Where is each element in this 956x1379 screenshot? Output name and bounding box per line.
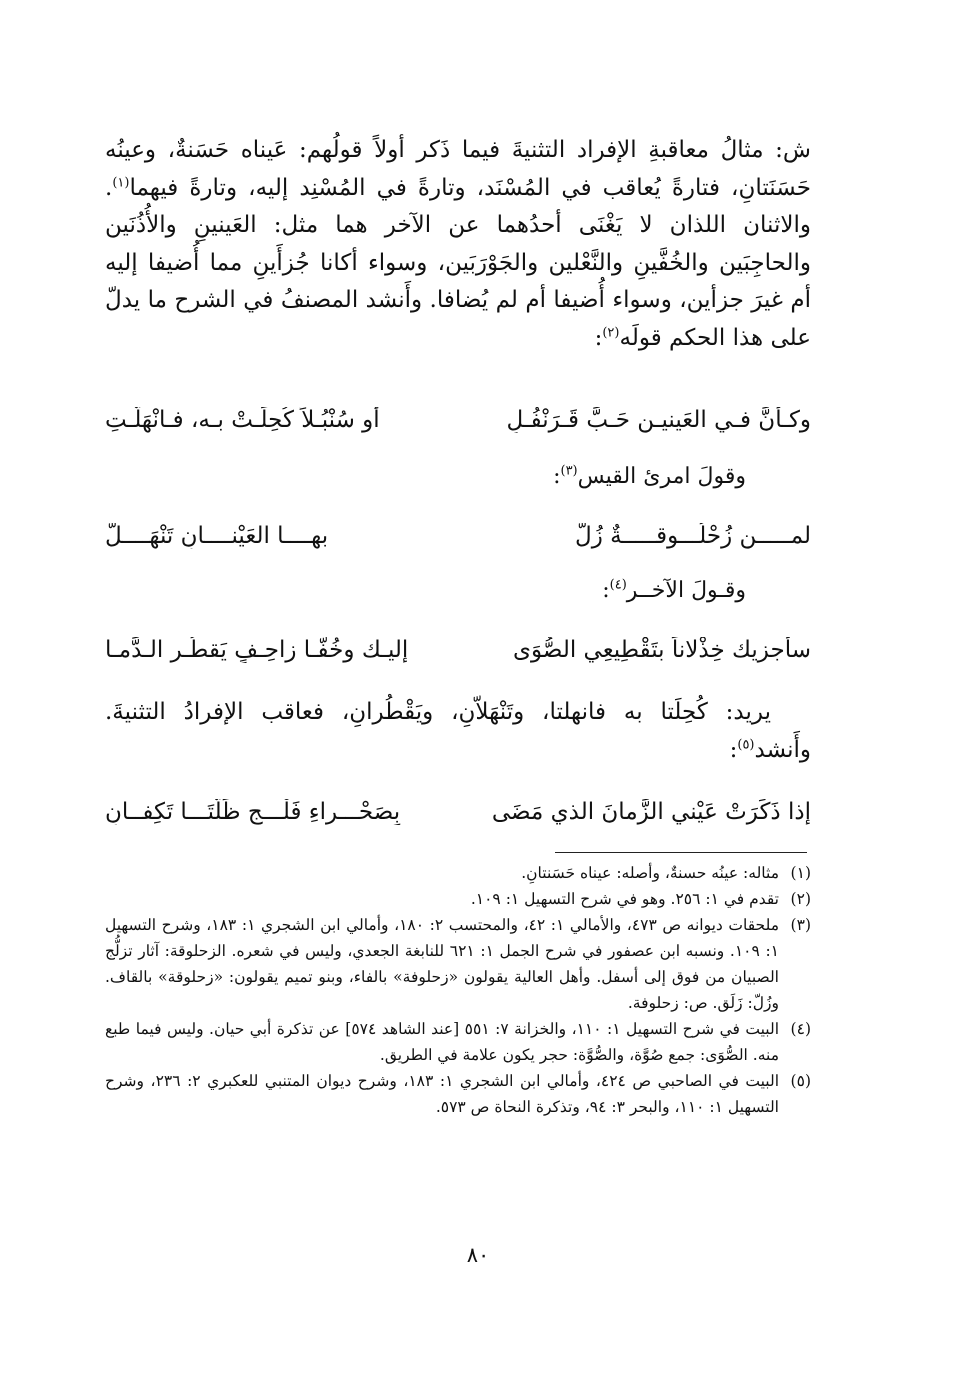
footnote-text: البيت في الصاحبي ص ٤٢٤، وأمالي ابن الشجري ١: ١٨٣، وشرح ديوان المتنبي للعكبري ٢: ٢٣٦، وشرح التسهيل ١: ١١٠، والبحر ٣: ٩٤، وتذكرة النحاة ص ٥٧٣.	[105, 1072, 779, 1116]
colon: :	[602, 578, 610, 603]
verse-1-first-hemistich: وكـأنَّ فـي العَينيـنِ حَـبَّ قَـرَنْفُـلٍ	[506, 407, 811, 433]
footnotes	[105, 860, 811, 1120]
footnote-ref-1: (١)	[112, 174, 130, 190]
verse-1	[105, 398, 811, 442]
explanation-paragraph	[105, 694, 811, 769]
footnote-number: (١)	[790, 864, 811, 882]
footnote-4	[105, 1016, 811, 1068]
footnote-text: مثاله: عينُه حسنةٌ، وأصله: عيناه حَسَنتانِ.	[521, 864, 779, 882]
verse-3-second-hemistich: إليـك وخُفًّـا زاحِـفٍ يَقطُـر الـدَّمـا	[105, 637, 409, 663]
footnote-number: (٢)	[790, 890, 811, 908]
footnote-number: (٥)	[790, 1072, 811, 1090]
footnote-text: ملحقات ديوانه ص ٤٧٣، والأمالي ١: ٤٢، والمحتسب ٢: ١٨٠، وأمالي ابن الشجري ١: ١٨٣، وشرح التسهيل ١: ١٠٩. ونسبه ابن عصفور في شرح الجمل ١: ٦٢١ للنابغة الجعدي، وليس في شعره. الزحلوقة: آثار تزلُّج الصبيان من فوق إلى أسفل. وأهل العالية يقولون «زحلوفة» بالفاء، وبنو تميم يقولون: «زحلوقة» بالقاف. وزُلّ: زَلَق. ص: زحلوفة.	[105, 916, 779, 1012]
verse-2-first-hemistich: لمـــــن زُحْلُـــوقـــــةٌ زُلُّ	[575, 523, 811, 549]
colon: :	[729, 736, 738, 763]
verse-2-second-hemistich: بهــــا العَيْنــــانِ تَنْهَــــلُّ	[105, 523, 329, 549]
verse-2	[105, 514, 811, 558]
footnote-5	[105, 1068, 811, 1120]
footnote-ref-4: (٤)	[609, 577, 627, 593]
colon: :	[553, 464, 561, 489]
footnote-number: (٣)	[790, 916, 811, 934]
verse-1-second-hemistich: أو سُنْبُـلاً كُحِلَـتْ بـه، فـانْهَلَّـتِ	[105, 407, 380, 433]
footnote-ref-2: (٢)	[602, 324, 620, 340]
page-number: ٨٠	[466, 1243, 490, 1267]
footnote-3	[105, 912, 811, 1016]
footnote-separator	[555, 852, 807, 853]
verse-4-first-hemistich: إذا ذَكَرَتْ عَيْني الزَّمانَ الذي مَضَى	[491, 799, 811, 825]
explanation-text: يريد: كُحِلَتا به فانهلتا، وتَنْهَلاّنِ، ويَقْطُرانِ، فعاقب الإفرادُ التثنيةَ. وأَنشد	[105, 699, 811, 763]
footnote-text: تقدم في ١: ٢٥٦. وهو في شرح التسهيل ١: ١٠٩.	[470, 890, 779, 908]
commentary-text-part2: . والاثنان اللذان لا يَغْنَى أحدُهما عن الآخر هما مثل: العَينينِ والأُذُنَين والحاجِبَين والخُفَّينِ والنَّعْلين والجَوْرَبَين، وسواء أكانا جُزأَينِ مما أُضيفا إليه أم غيرَ جزأين، وسواء أُضيفا أم لم يُضافا. وأَنشد المصنفُ في الشرح ما يدلّ على هذا الحكم قولَه	[105, 174, 811, 351]
verse-3	[105, 628, 811, 672]
footnote-ref-3: (٣)	[560, 463, 578, 479]
commentary-text-part1: ش: مثالُ معاقبةِ الإفراد التثنيةَ فيما ذَكر أولاً قولُهم: عَيناه حَسَنةٌ، وعينُه حَسَنَتانِ، فتارةً يُعاقب في المُسْنَد، وتارةً في المُسْنِد إليه، وتارةً فيهما	[105, 137, 811, 201]
commentary-paragraph	[105, 132, 811, 357]
verse-2-intro	[553, 464, 746, 489]
verse-2-intro-text: وقولَ امرئ القيس	[577, 464, 746, 489]
verse-3-first-hemistich: سأجزيك خِذْلاناً بتَقْطِيعِي الصُّوَى	[512, 637, 811, 663]
footnote-number: (٤)	[790, 1020, 811, 1038]
verse-4-second-hemistich: بِصَحْـــراءِ فَلْـــجٍ ظَلَّتَـــا تَكِفــانِ	[105, 799, 401, 825]
verse-3-intro-text: وقـولَ الآخــر	[626, 578, 746, 603]
verse-4	[105, 790, 811, 834]
footnote-ref-5: (٥)	[737, 736, 755, 752]
footnote-text: البيت في شرح التسهيل ١: ١١٠، والخزانة ٧: ٥٥١ [عند الشاهد ٥٧٤] عن تذكرة أبي حيان. وليس فيما طبع منه. الصُّوَى: جمع صُوَّة، والصُّوَّة: حجر يكون علامة في الطريق.	[105, 1020, 779, 1064]
verse-3-intro	[602, 578, 746, 603]
colon: :	[594, 324, 603, 351]
footnote-2	[105, 886, 811, 912]
footnote-1	[105, 860, 811, 886]
